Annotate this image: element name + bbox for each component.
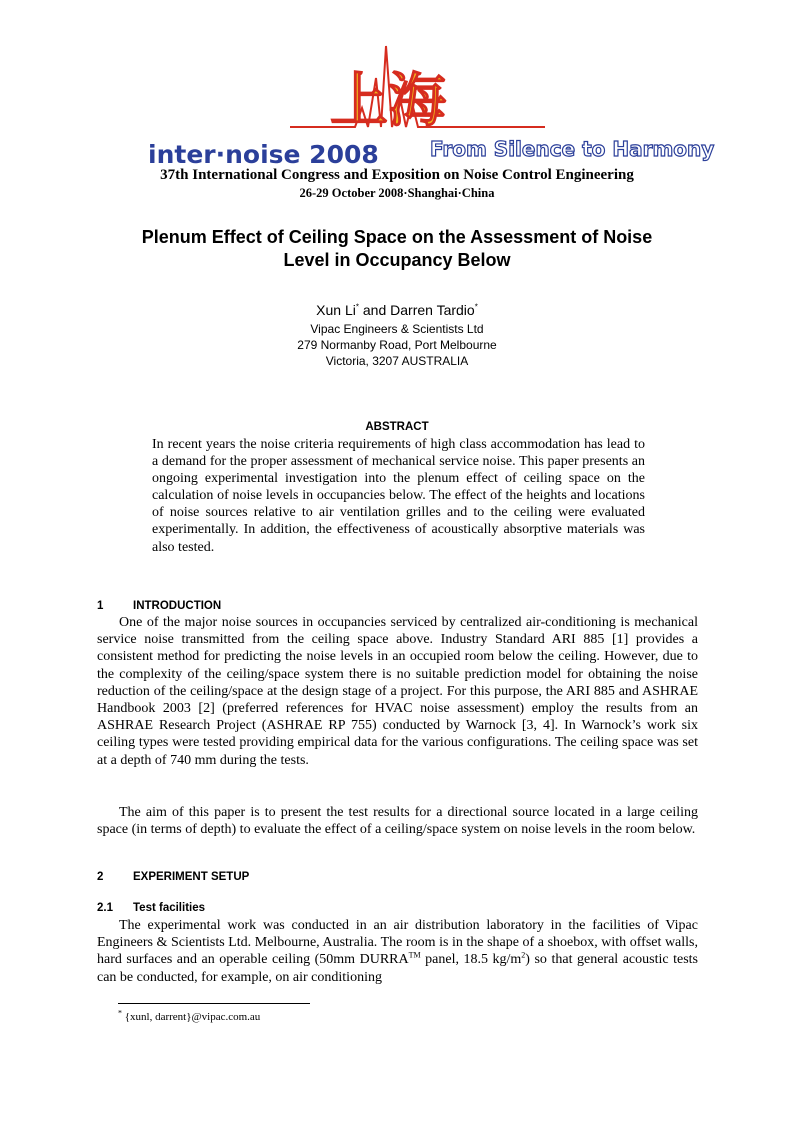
author-1: Xun Li (316, 302, 356, 318)
footnote-mark: * (118, 1008, 122, 1018)
paragraph (97, 804, 698, 838)
paragraph-text: panel, 18.5 kg/m (420, 952, 522, 968)
footnote-text: {xunl, darrent}@vipac.com.au (122, 1011, 261, 1023)
paper-title: Plenum Effect of Ceiling Space on the Assessment of Noise Level in Occupancy Below (141, 227, 653, 270)
conference-logo (140, 38, 715, 169)
paragraph-text: The aim of this paper is to present the test results for a directional source located in a large ceiling space (in terms of depth) to evaluate the effect of a ceiling/space system on noise levels in the room below. (97, 805, 698, 838)
abstract-text: In recent years the noise criteria requirements of high class accommodation has lead to a demand for the proper assessment of mechanical service noise. This paper presents an ongoing experimental investigation into the plenum effect of ceiling space on the calculation of noise levels in occupancies below. The effect of the heights and locations of noise sources relative to air ventilation grilles and to the ceiling were evaluated experimentally. In addition, the effectiveness of acoustically absorptive materials was also tested. (152, 437, 645, 555)
section-number: 1 (97, 600, 104, 612)
paragraph-text: The experimental work was conducted in an air distribution laboratory in the facilities of Vipac Engineers & Scientists Ltd. Melbourne, Australia. The room is in the shape of a shoebox, with offset walls, hard surfaces and an operable ceiling (50mm DURRA (97, 918, 698, 968)
superscript-2: 2 (521, 950, 526, 960)
author-2: Darren Tardio (390, 302, 475, 318)
author-mark: * (474, 302, 478, 312)
section-title: INTRODUCTION (133, 600, 222, 612)
conference-title: 37th International Congress and Exposition on Noise Control Engineering (160, 167, 634, 183)
affiliation-line: 279 Normanby Road, Port Melbourne (297, 338, 497, 352)
footnote (118, 1008, 261, 1023)
section-title: EXPERIMENT SETUP (133, 871, 250, 883)
section-number: 2 (97, 871, 104, 883)
paragraph-text: One of the major noise sources in occupancies serviced by centralized air-conditioning is mechanical service noise transmitted from the ceiling space above. Industry Standard ARI 885 [1] provides a consistent method for predicting the noise levels in an occupied room below the ceiling. However, due to the complexity of the ceiling/space system there is no suitable prediction model for obtaining the noise reduction of the ceiling/space at the design stage of a project. For this purpose, the ARI 885 and ASHRAE Handbook 2003 [2] (preferred references for HVAC noise assessment) employ the results from an ASHRAE Research Project (ASHRAE RP 755) conducted by Warnock [3, 4]. In Warnock’s work six ceiling types were tested providing empirical data for the various configurations. The ceiling space was set at a depth of 740 mm during the tests. (97, 615, 698, 768)
logo-name-text: inter·noise 2008 (148, 140, 379, 169)
affiliation-line: Victoria, 3207 AUSTRALIA (325, 354, 469, 368)
paragraph-text: ) so that general acoustic tests can be conducted, for example, on air conditioning (97, 952, 698, 985)
footnote-rule (118, 1003, 310, 1004)
logo-slogan-text: From Silence to Harmony (430, 137, 715, 161)
paragraph (97, 614, 698, 769)
paragraph (97, 917, 698, 986)
section-heading (97, 871, 249, 883)
section-title: Test facilities (133, 902, 206, 914)
section-number: 2.1 (97, 902, 113, 914)
affiliation-line: Vipac Engineers & Scientists Ltd (310, 322, 484, 336)
logo-chinese-text: 上海 (330, 66, 447, 134)
author-mark: * (355, 302, 359, 312)
author-line (0, 302, 794, 318)
section-heading (97, 600, 221, 612)
conference-date: 26-29 October 2008·Shanghai·China (299, 186, 495, 200)
subsection-heading (97, 902, 205, 914)
author-joiner: and (359, 302, 391, 318)
abstract-heading: ABSTRACT (365, 421, 429, 433)
trademark-mark: TM (408, 950, 421, 960)
